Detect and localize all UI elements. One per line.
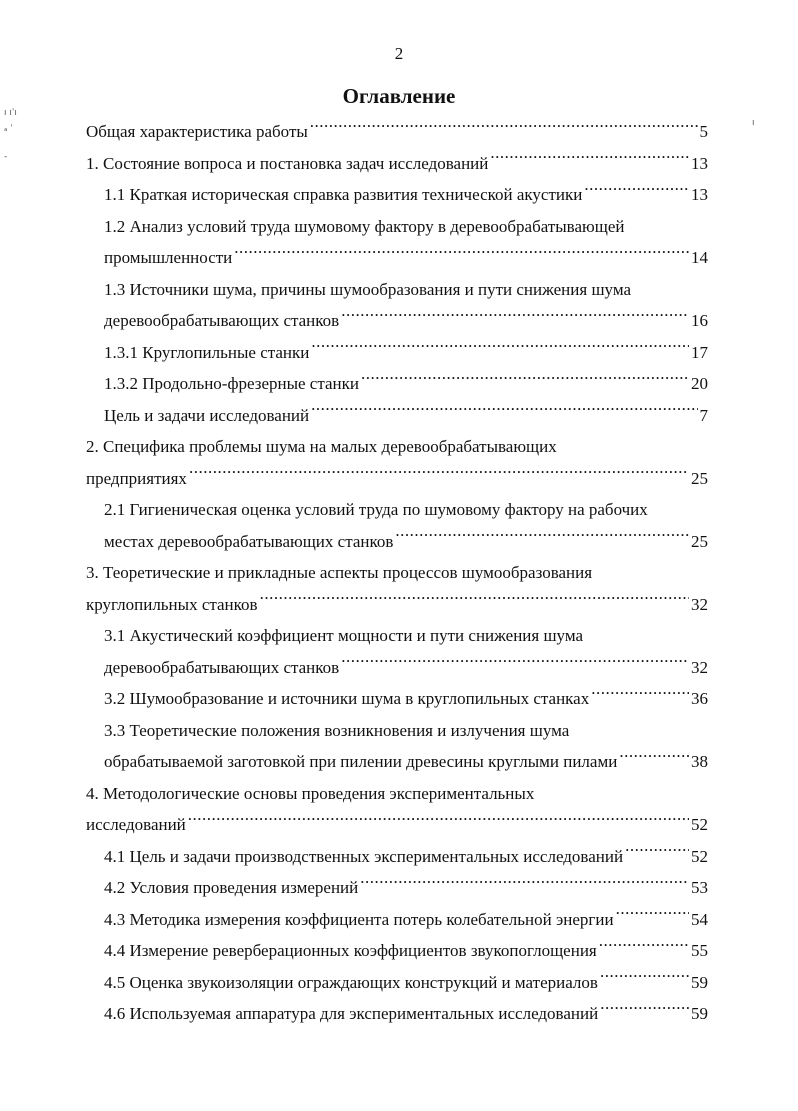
dot-leader (234, 246, 689, 263)
scan-mark-icon: - (4, 152, 8, 162)
toc-entry-title: 1. Состояние вопроса и постановка задач исследований (86, 153, 489, 173)
dot-leader (360, 876, 689, 893)
toc-entry-line: 2.1 Гигиеническая оценка условий труда по шумовому фактору на рабочих (104, 500, 648, 519)
toc-entry[interactable] (0, 935, 798, 967)
dot-leader (311, 341, 689, 358)
toc-page-number: 16 (691, 311, 708, 330)
dot-leader (361, 372, 689, 389)
toc-entry-title: Общая характеристика работы (86, 122, 308, 141)
toc-entry[interactable] (0, 841, 798, 873)
toc-entry-title: 4.5 Оценка звукоизоляции ограждающих конструкций и материалов (104, 972, 598, 992)
dot-leader (188, 813, 689, 830)
scan-mark-icon: ₐ ˈ (4, 124, 13, 134)
toc-entry-title: 4.3 Методика измерения коэффициента потерь колебательной энергии (104, 909, 614, 929)
toc-entry-title: предприятиях (86, 468, 187, 488)
toc-page-number: 25 (691, 468, 708, 488)
toc-entry[interactable] (0, 431, 798, 494)
toc-entry-row (104, 746, 708, 778)
toc-entry-line: 3. Теоретические и прикладные аспекты процессов шумообразования (86, 563, 593, 582)
toc-entry-title: Цель и задачи исследований (104, 405, 310, 425)
scan-mark-icon: ı ıˈı (4, 108, 17, 118)
toc-entry[interactable] (0, 494, 798, 557)
dot-leader (599, 939, 689, 956)
table-of-contents (0, 116, 798, 1030)
toc-entry-title: обрабатываемой заготовкой при пилении древесины круглыми пилами (104, 752, 618, 771)
toc-entry-title: 1.3.1 Круглопильные станки (104, 342, 310, 362)
toc-entry-row (104, 400, 708, 432)
toc-entry-row (104, 652, 708, 684)
dot-leader (616, 908, 689, 925)
dot-leader (395, 530, 689, 547)
page-title: Оглавление (342, 84, 456, 108)
toc-entry-line: 3.3 Теоретические положения возникновения и излучения шума (104, 720, 570, 740)
toc-page-number: 52 (691, 815, 708, 834)
toc-entry-row (104, 337, 708, 369)
toc-entry[interactable] (0, 998, 798, 1030)
toc-entry-row (86, 809, 708, 841)
dot-leader (310, 120, 698, 137)
toc-entry[interactable] (0, 368, 798, 400)
toc-page-number: 13 (691, 153, 708, 173)
toc-entry-title: 4.1 Цель и задачи производственных экспериментальных исследований (104, 846, 624, 866)
toc-entry[interactable] (0, 557, 798, 620)
dot-leader (189, 467, 689, 484)
toc-entry-row (86, 116, 708, 148)
toc-entry-row (104, 242, 708, 274)
toc-entry[interactable] (0, 148, 798, 180)
toc-entry[interactable] (0, 872, 798, 904)
toc-entry-row (104, 683, 708, 715)
dot-leader (600, 971, 689, 988)
toc-page-number: 5 (699, 122, 708, 141)
toc-entry-title: 4.6 Используемая аппаратура для экспериментальных исследований (104, 1004, 599, 1023)
scan-mark-icon: ı (752, 118, 755, 128)
toc-entry-row (104, 904, 708, 936)
dot-leader (260, 593, 689, 610)
toc-entry-row (104, 841, 708, 873)
toc-entry-line: 4. Методологические основы проведения экспериментальных (86, 783, 535, 803)
dot-leader (600, 1002, 689, 1019)
toc-page-number: 53 (691, 878, 708, 897)
toc-entry[interactable] (0, 715, 798, 778)
toc-entry-line: 3.1 Акустический коэффициент мощности и пути снижения шума (104, 626, 584, 645)
toc-entry-row (104, 998, 708, 1030)
toc-page-number: 55 (691, 941, 708, 960)
toc-page-number: 25 (691, 531, 708, 551)
toc-entry-row (104, 935, 708, 967)
toc-page-number: 38 (691, 752, 708, 771)
toc-entry-row (86, 589, 708, 621)
toc-entry[interactable] (0, 337, 798, 369)
toc-entry[interactable] (0, 400, 798, 432)
toc-page-number: 32 (691, 657, 708, 677)
dot-leader (341, 309, 689, 326)
toc-entry[interactable] (0, 967, 798, 999)
toc-entry[interactable] (0, 274, 798, 337)
toc-entry[interactable] (0, 116, 798, 148)
dot-leader (584, 183, 689, 200)
toc-page-number: 14 (691, 248, 708, 267)
toc-entry-line: 1.2 Анализ условий труда шумовому фактору в деревообрабатывающей (104, 216, 625, 236)
toc-page-number: 59 (691, 1004, 708, 1023)
dot-leader (490, 152, 689, 169)
toc-page-number: 7 (699, 405, 708, 425)
page-number: 2 (394, 44, 404, 63)
toc-entry[interactable] (0, 778, 798, 841)
toc-entry[interactable] (0, 211, 798, 274)
toc-entry-row (104, 872, 708, 904)
toc-entry[interactable] (0, 179, 798, 211)
toc-entry-title: деревообрабатывающих станков (104, 657, 340, 677)
dot-leader (591, 687, 689, 704)
toc-entry-line: 2. Специфика проблемы шума на малых деревообрабатывающих (86, 437, 557, 456)
toc-page-number: 32 (691, 594, 708, 614)
toc-entry-title: местах деревообрабатывающих станков (104, 531, 394, 551)
toc-entry-title: круглопильных станков (86, 594, 258, 614)
toc-entry-title: 4.4 Измерение реверберационных коэффициентов звукопоглощения (104, 941, 597, 960)
toc-page-number: 52 (691, 846, 708, 866)
toc-entry-row (104, 526, 708, 558)
toc-entry-title: деревообрабатывающих станков (104, 311, 340, 330)
toc-entry-row (104, 305, 708, 337)
toc-page-number: 17 (691, 342, 708, 362)
toc-entry-title: 3.2 Шумообразование и источники шума в круглопильных станках (104, 689, 590, 708)
toc-entry[interactable] (0, 620, 798, 683)
toc-entry-title: 4.2 Условия проведения измерений (104, 878, 359, 897)
toc-entry-row (104, 368, 708, 400)
dot-leader (625, 845, 689, 862)
toc-entry-title: промышленности (104, 248, 233, 267)
toc-page-number: 20 (691, 374, 708, 393)
toc-entry-title: 1.3.2 Продольно-фрезерные станки (104, 374, 359, 393)
toc-entry-title: исследований (86, 815, 186, 834)
toc-page-number: 36 (691, 689, 708, 708)
toc-entry[interactable] (0, 683, 798, 715)
toc-entry-row (86, 148, 708, 180)
toc-page-number: 59 (691, 972, 708, 992)
dot-leader (619, 750, 689, 767)
toc-entry-line: 1.3 Источники шума, причины шумообразования и пути снижения шума (104, 279, 631, 299)
toc-page-number: 13 (691, 185, 708, 204)
toc-entry-row (104, 179, 708, 211)
toc-entry[interactable] (0, 904, 798, 936)
toc-page-number: 54 (691, 909, 708, 929)
dot-leader (311, 404, 697, 421)
dot-leader (341, 656, 689, 673)
toc-entry-title: 1.1 Краткая историческая справка развития технической акустики (104, 185, 583, 204)
toc-entry-row (104, 967, 708, 999)
toc-entry-row (86, 463, 708, 495)
